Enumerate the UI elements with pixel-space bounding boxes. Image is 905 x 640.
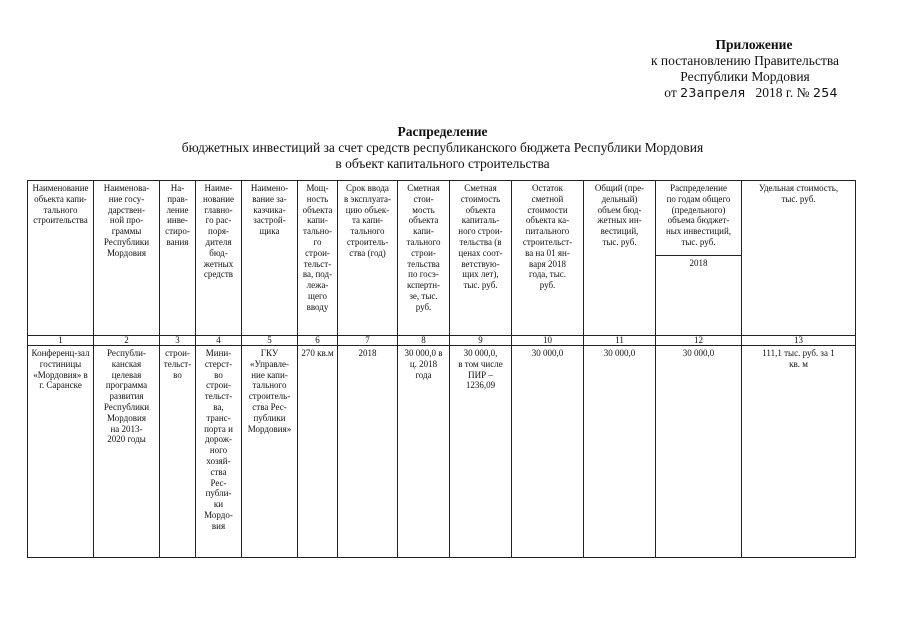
- appendix-block: [600, 37, 890, 101]
- column-number: 11: [584, 336, 656, 346]
- header-year-2018: 2018: [656, 256, 742, 336]
- cell-chief-administrator: Мини- стерст- во строи- тельст- ва, транс- порта и дорож- ного хозяй- ства Рес- публи- ки Мордо- вия: [196, 346, 242, 558]
- column-number-row: [28, 336, 856, 346]
- column-number: 9: [450, 336, 512, 346]
- appendix-line-2: Республики Мордовия: [680, 69, 810, 84]
- cell-remaining-cost: 30 000,0: [512, 346, 584, 558]
- column-number: 13: [742, 336, 856, 346]
- column-number: 4: [196, 336, 242, 346]
- cell-commissioning-year: 2018: [338, 346, 398, 558]
- column-number: 6: [298, 336, 338, 346]
- header-capacity: Мощ- ность объекта капи- тально- го строи- тельст- ва, под- лежа- щего вводу: [298, 181, 338, 336]
- decree-number: 254: [812, 85, 838, 100]
- column-number: 12: [656, 336, 742, 346]
- header-remaining-cost: Остаток сметной стоимости объекта ка- питального строительст- ва на 01 ян- варя 2018 года, тыс. руб.: [512, 181, 584, 336]
- header-commissioning-year: Срок ввода в эксплуата- цию объек- та капи- тального строитель- ства (год): [338, 181, 398, 336]
- cell-total-investment: 30 000,0: [584, 346, 656, 558]
- header-total-investment: Общий (пре- дельный) объем бюд- жетных ин- вестиций, тыс. руб.: [584, 181, 656, 336]
- date-prefix: от: [664, 85, 677, 100]
- cell-investment-direction: строи- тельст- во: [160, 346, 196, 558]
- appendix-title: Приложение: [715, 37, 793, 52]
- header-unit-cost: Удельная стоимость, тыс. руб.: [742, 181, 856, 336]
- cell-estimated-cost-current-prices: 30 000,0, в том числе ПИР – 1236,09: [450, 346, 512, 558]
- table-row: [28, 346, 856, 558]
- appendix-date-line: [612, 85, 890, 101]
- date-year: 2018 г. №: [755, 85, 810, 100]
- title-line-1: бюджетных инвестиций за счет средств республиканского бюджета Республики Мордовия: [181, 140, 704, 155]
- header-estimated-cost-current-prices: Сметная стоимость объекта капиталь- ного строи- тельства (в ценах соот- ветствую- щих лет), тыс. руб.: [450, 181, 512, 336]
- header-investment-direction: На- прав- ление инве- стиро- вания: [160, 181, 196, 336]
- column-number: 7: [338, 336, 398, 346]
- header-object-name: Наименование объекта капи- тального строительства: [28, 181, 94, 336]
- header-distribution-by-year: Распределение по годам общего (предельного) объема бюджет- ных инвестиций, тыс. руб.: [656, 181, 742, 256]
- cell-unit-cost: 111,1 тыс. руб. за 1 кв. м: [742, 346, 856, 558]
- date-day-month: 23апреля: [680, 85, 746, 100]
- column-number: 2: [94, 336, 160, 346]
- header-program-name: Наименова- ние госу- дарствен- ной про- граммы Республики Мордовия: [94, 181, 160, 336]
- column-number: 3: [160, 336, 196, 346]
- header-estimated-cost-expertise: Сметная стои- мость объекта капи- тального строи- тельства по госэ- кспертн- зе, тыс. руб.: [398, 181, 450, 336]
- cell-distribution-2018: 30 000,0: [656, 346, 742, 558]
- appendix-line-1: к постановлению Правительства: [650, 53, 840, 68]
- header-row: [28, 181, 856, 256]
- column-number: 8: [398, 336, 450, 346]
- cell-estimated-cost-expertise: 30 000,0 в ц. 2018 года: [398, 346, 450, 558]
- distribution-table: [27, 180, 856, 558]
- header-chief-administrator: Наиме- нование главно- го рас- поря- дителя бюд- жетных средств: [196, 181, 242, 336]
- cell-capacity: 270 кв.м: [298, 346, 338, 558]
- column-number: 5: [242, 336, 298, 346]
- cell-object-name: Конференц-зал гостиницы «Мордовия» в г. Саранске: [28, 346, 94, 558]
- title-line-2: в объект капитального строительства: [335, 156, 550, 171]
- title-heading: Распределение: [397, 124, 488, 139]
- column-number: 1: [28, 336, 94, 346]
- cell-program-name: Республи- канская целевая программа развития Республики Мордовия на 2013- 2020 годы: [94, 346, 160, 558]
- column-number: 10: [512, 336, 584, 346]
- document-title: [80, 124, 805, 172]
- header-customer-developer: Наимено- вание за- казчика- застрой- щика: [242, 181, 298, 336]
- cell-customer-developer: ГКУ «Управле- ние капи- тального строитель- ства Рес- публики Мордовия»: [242, 346, 298, 558]
